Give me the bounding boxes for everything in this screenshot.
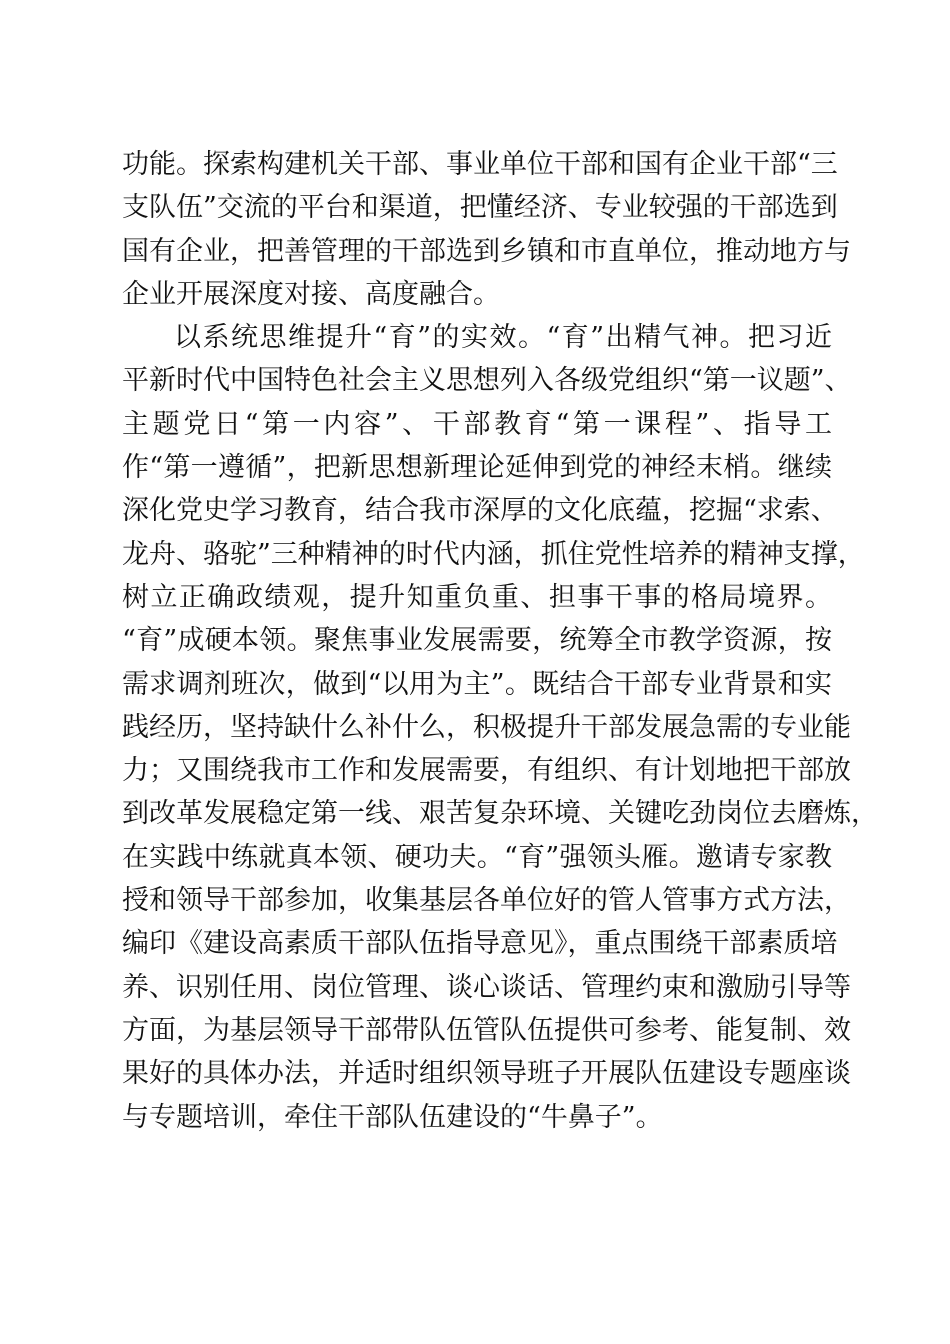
text-line: 以系统思维提升“育”的实效。“育”出精气神。把习近 — [174, 322, 832, 354]
text-line: 需求调剂班次，做到“以用为主”。既结合干部专业背景和实 — [122, 668, 832, 700]
text-line: 国有企业，把善管理的干部选到乡镇和市直单位，推动地方与 — [122, 235, 851, 267]
text-line: 与专题培训，牵住干部队伍建设的“牛鼻子”。 — [122, 1101, 663, 1133]
text-line: 企业开展深度对接、高度融合。 — [122, 278, 500, 310]
text-line: 编印《建设高素质干部队伍指导意见》，重点围绕干部素质培 — [122, 928, 838, 960]
text-line: 作“第一遵循”，把新思想新理论延伸到党的神经末梢。继续 — [122, 452, 832, 484]
text-line: 功能。探索构建机关干部、事业单位干部和国有企业干部“三 — [122, 149, 838, 180]
text-line: 果好的具体办法，并适时组织领导班子开展队伍建设专题座谈 — [122, 1058, 851, 1090]
text-line: 践经历，坚持缺什么补什么，积极提升干部发展急需的专业能 — [122, 711, 851, 743]
text-line: 深化党史学习教育，结合我市深厚的文化底蕴，挖掘“求索、 — [122, 495, 838, 527]
text-line: 到改革发展稳定第一线、艰苦复杂环境、关键吃劲岗位去磨炼， — [122, 798, 878, 830]
text-line: 树立正确政绩观，提升知重负重、担事干事的格局境界。 — [122, 581, 832, 613]
text-line: 平新时代中国特色社会主义思想列入各级党组织“第一议题”、 — [122, 365, 852, 397]
text-line: 方面，为基层领导干部带队伍管队伍提供可参考、能复制、效 — [122, 1014, 851, 1046]
text-line: 养、识别任用、岗位管理、谈心谈话、管理约束和激励引导等 — [122, 971, 851, 1003]
text-line: 支队伍”交流的平台和渠道，把懂经济、专业较强的干部选到 — [122, 192, 838, 224]
text-line: 授和领导干部参加，收集基层各单位好的管人管事方式方法， — [122, 885, 851, 917]
text-line: 龙舟、骆驼”三种精神的时代内涵，抓住党性培养的精神支撑， — [122, 538, 865, 570]
text-line: 在实践中练就真本领、硬功夫。“育”强领头雁。邀请专家教 — [122, 841, 832, 873]
text-line: 力；又围绕我市工作和发展需要，有组织、有计划地把干部放 — [122, 755, 851, 787]
text-line: “育”成硬本领。聚焦事业发展需要，统筹全市教学资源，按 — [122, 625, 832, 657]
text-line: 主题党日“第一内容”、干部教育“第一课程”、指导工 — [122, 408, 832, 440]
body-text — [122, 143, 878, 1139]
